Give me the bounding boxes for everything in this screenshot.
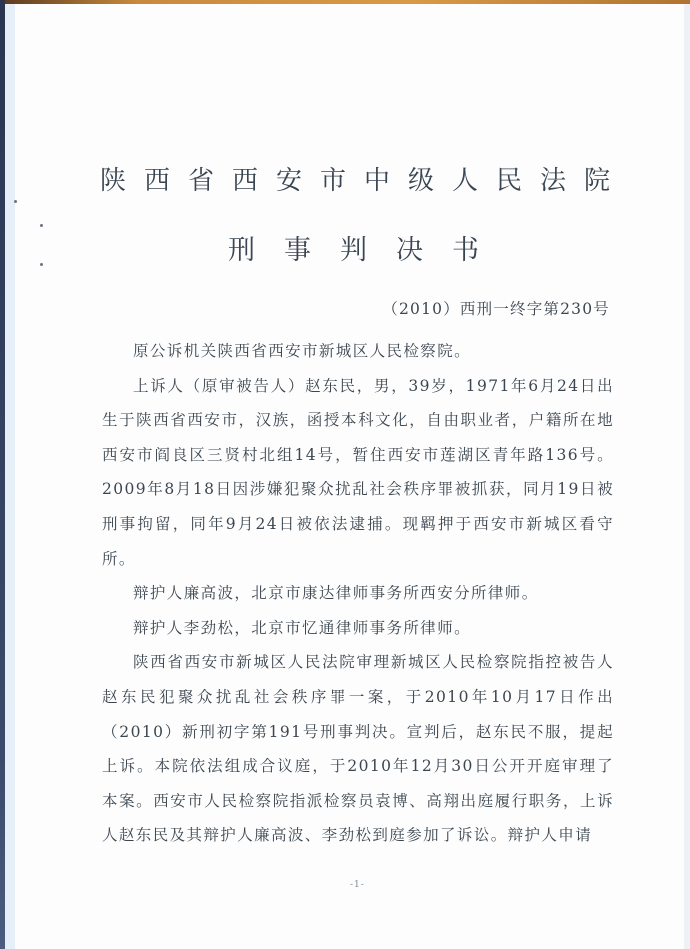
scan-left-margin bbox=[5, 4, 15, 949]
scan-speck bbox=[14, 200, 17, 203]
scan-right-edge bbox=[684, 4, 690, 949]
document-type-heading: 刑事判决书 bbox=[228, 235, 508, 266]
scan-speck bbox=[40, 263, 43, 266]
paragraph-case-history: 陕西省西安市新城区人民法院审理新城区人民检察院指控被告人赵东民犯聚众扰乱社会秩序罪一案，于2010年10月17日作出（2010）新刑初字第191号刑事判决。宣判后，赵东民不服，提起上诉。本院依法组成合议庭，于2010年12月30日公开开庭审理了本案。西安市人民检察院指派检察员袁博、高翔出庭履行职务，上诉人赵东民及其辩护人廉高波、李劲松到庭参加了诉讼。辩护人申请 bbox=[102, 653, 614, 845]
page-number: -1- bbox=[350, 880, 365, 890]
paragraph-appellant-info: 上诉人（原审被告人）赵东民，男，39岁，1971年6月24日出生于陕西省西安市，汉族，函授本科文化，自由职业者，户籍所在地西安市阎良区三贤村北组14号，暂住西安市莲湖区青年路136号。2009年8月18日因涉嫌犯聚众扰乱社会秩序罪被抓获，同月19日被刑事拘留，同年9月24日被依法逮捕。现羁押于西安市新城区看守所。 bbox=[102, 376, 614, 568]
paragraph-defender-1: 辩护人廉高波，北京市康达律师事务所西安分所律师。 bbox=[133, 584, 539, 603]
court-name-heading: 陕西省西安市中级人民法院 bbox=[100, 166, 629, 196]
case-number: （2010）西刑一终字第230号 bbox=[382, 300, 610, 318]
scan-speck bbox=[40, 224, 43, 227]
judgment-body bbox=[102, 334, 614, 853]
scan-top-edge bbox=[0, 0, 690, 4]
paragraph-defender-2: 辩护人李劲松，北京市忆通律师事务所律师。 bbox=[133, 618, 472, 637]
paragraph-prosecution-organ: 原公诉机关陕西省西安市新城区人民检察院。 bbox=[133, 342, 472, 360]
